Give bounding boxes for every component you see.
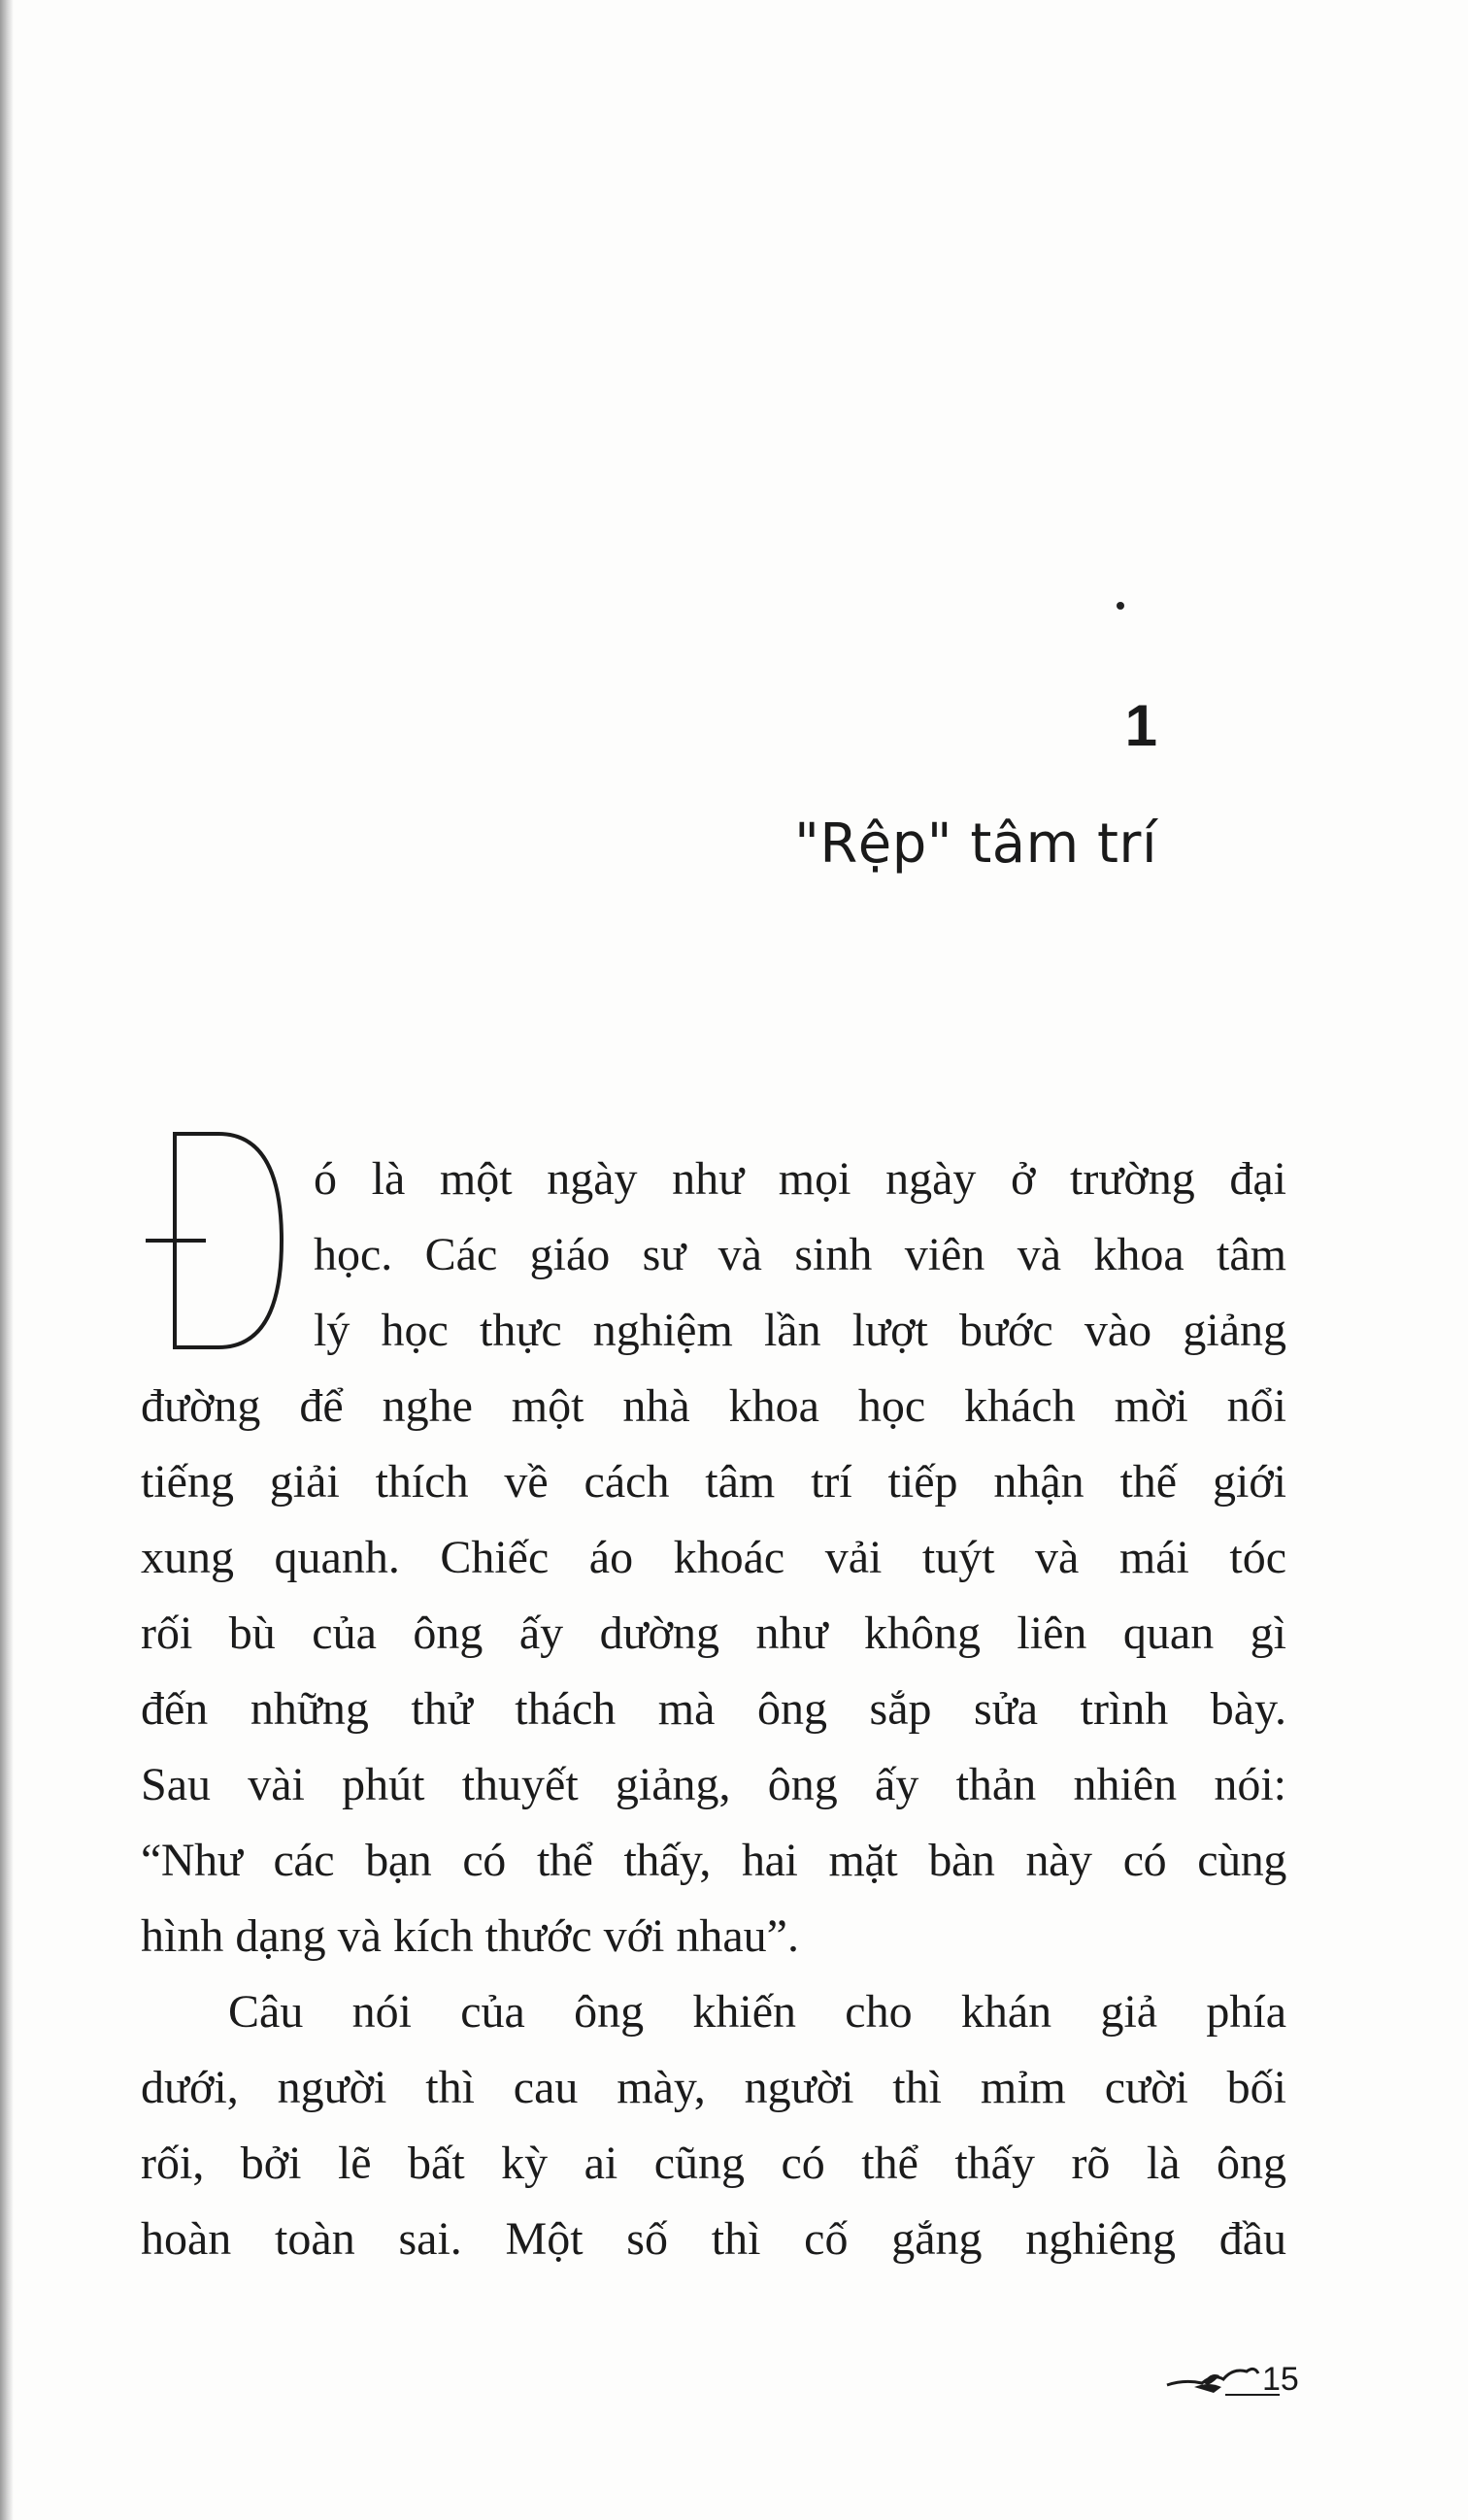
page-edge-shadow bbox=[0, 0, 14, 2520]
page-number: 15 bbox=[1262, 2361, 1299, 2398]
text-line: lý học thực nghiệm lần lượt bước vào giảng bbox=[314, 1305, 1286, 1356]
text-line: đến những thử thách mà ông sắp sửa trình bày. bbox=[141, 1683, 1286, 1735]
text-line: Câu nói của ông khiến cho khán giả phía bbox=[228, 1986, 1286, 2038]
text-line: hoàn toàn sai. Một số thì cố gắng nghiêng đầu bbox=[141, 2213, 1286, 2265]
text-line: dưới, người thì cau mày, người thì mỉm cười bối bbox=[141, 2062, 1286, 2113]
chapter-title: "Rệp" tâm trí bbox=[794, 812, 1157, 876]
text-line: học. Các giáo sư và sinh viên và khoa tâm bbox=[314, 1229, 1286, 1280]
chapter-number: 1 bbox=[1124, 693, 1157, 758]
text-line: đường để nghe một nhà khoa học khách mời nổi bbox=[141, 1380, 1286, 1432]
text-line: xung quanh. Chiếc áo khoác vải tuýt và mái tóc bbox=[141, 1532, 1286, 1583]
text-line: “Như các bạn có thể thấy, hai mặt bàn này có cùng bbox=[141, 1835, 1286, 1886]
decorative-dot bbox=[1117, 602, 1124, 610]
text-line: tiếng giải thích về cách tâm trí tiếp nhận thế giới bbox=[141, 1456, 1286, 1508]
text-line: hình dạng và kích thước với nhau”. bbox=[141, 1910, 799, 1962]
text-line: rối bù của ông ấy dường như không liên quan gì bbox=[141, 1608, 1286, 1659]
text-line: rối, bởi lẽ bất kỳ ai cũng có thể thấy rõ là ông bbox=[141, 2138, 1286, 2189]
text-line: ó là một ngày như mọi ngày ở trường đại bbox=[314, 1153, 1286, 1205]
body-text bbox=[141, 1142, 1286, 2277]
text-line: Sau vài phút thuyết giảng, ông ấy thản nhiên nói: bbox=[141, 1759, 1286, 1810]
